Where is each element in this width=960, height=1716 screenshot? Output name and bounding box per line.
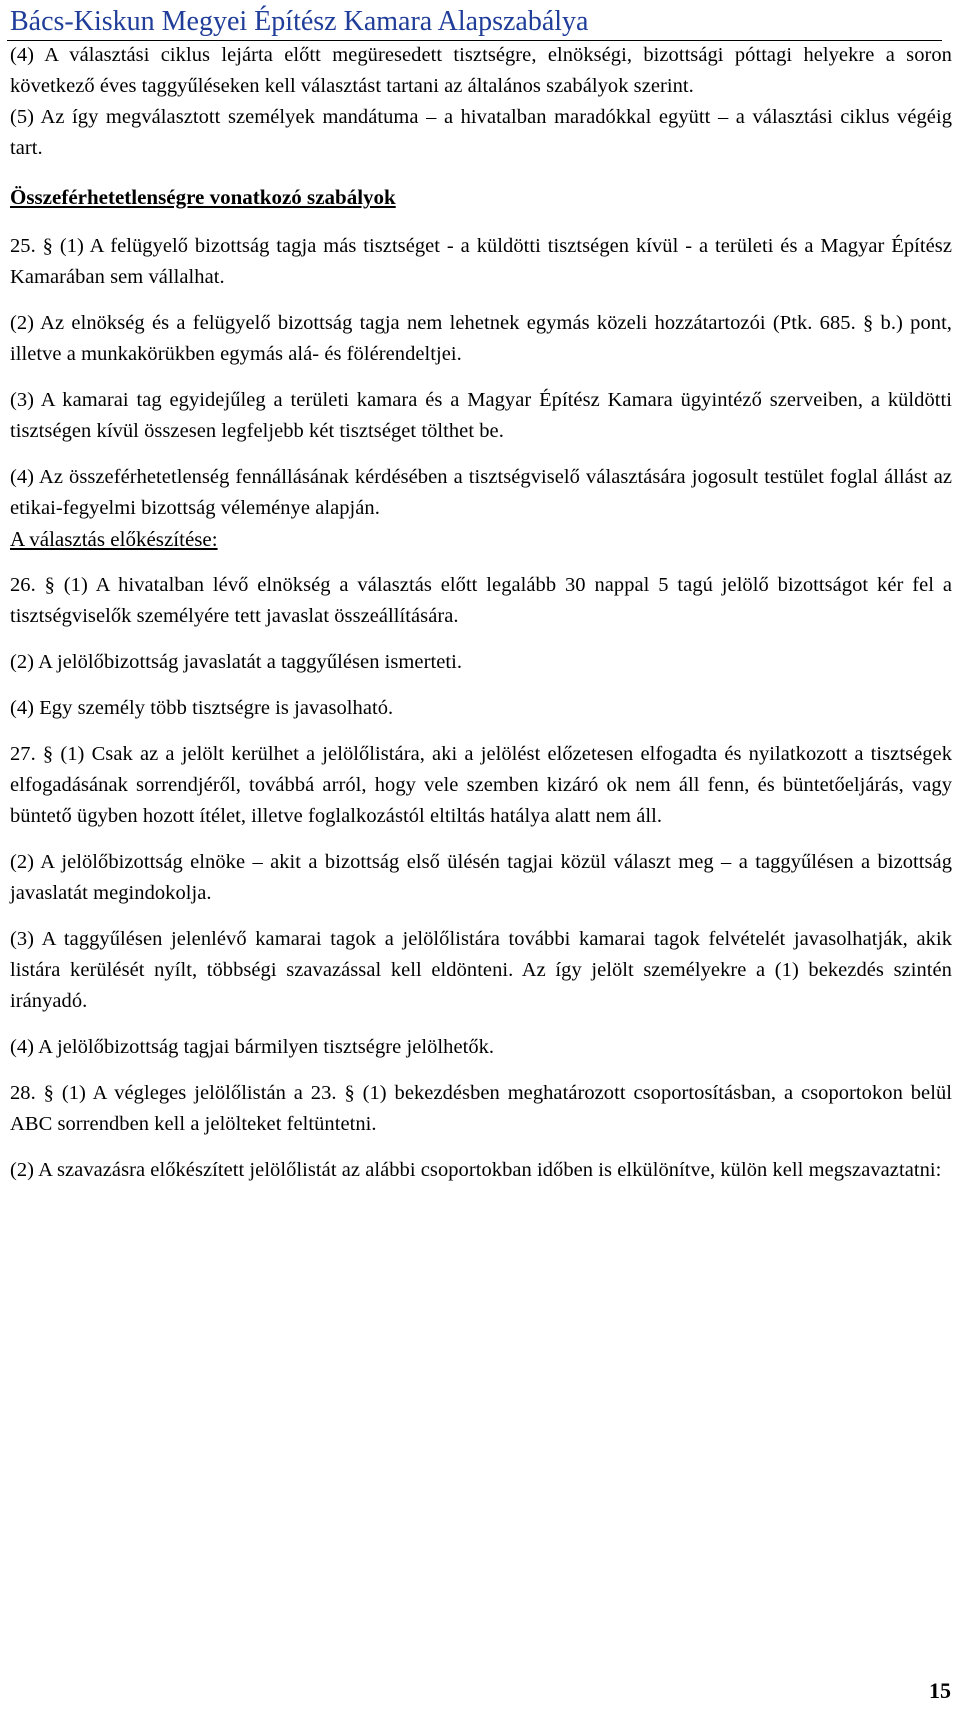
paragraph-25-4: (4) Az összeférhetetlenség fennállásának kérdésében a tisztségviselő választására jogosult testület foglal állást az etikai-fegyelmi bizottság véleménye alapján. [10,466,952,519]
section-heading-election-preparation: A választás előkészítése: [10,527,218,551]
paragraph-28-1: 28. § (1) A végleges jelölőlistán a 23. § (1) bekezdésben meghatározott csoportosításban, a csoportokon belül ABC sorrendben kell a jelölteket feltüntetni. [10,1082,952,1135]
paragraph-4-vacancy-elections: (4) A választási ciklus lejárta előtt megüresedett tisztségre, elnökségi, bizottsági póttagi helyekre a soron következő éves taggyűléseken kell választást tartani az általános szabályok szerint. [10,44,952,97]
paragraph-27-1: 27. § (1) Csak az a jelölt kerülhet a jelölőlistára, aki a jelölést előzetesen elfogadta és nyilatkozott a tisztségek elfogadásának sorrendjéről, továbbá arról, hogy vele szemben kizáró ok nem áll fenn, és büntetőeljárás, vagy büntető ügyben hozott ítélet, illetve foglalkozástól eltiltás hatálya alatt nem áll. [10,743,952,827]
paragraph-27-2: (2) A jelölőbizottság elnöke – akit a bizottság első ülésén tagjai közül választ meg – a taggyűlésen a bizottság javaslatát megindokolja. [10,851,952,904]
paragraph-25-2: (2) Az elnökség és a felügyelő bizottság tagja nem lehetnek egymás közeli hozzátartozói (Ptk. 685. § b.) pont, illetve a munkakörükben egymás alá- és fölérendeltjei. [10,312,952,365]
paragraph-28-2: (2) A szavazásra előkészített jelölőlistát az alábbi csoportokban időben is elkülönítve, külön kell megszavaztatni: [10,1159,942,1181]
paragraph-26-1: 26. § (1) A hivatalban lévő elnökség a választás előtt legalább 30 nappal 5 tagú jelölő bizottságot kér fel a tisztségviselők személyére tett javaslat összeállítására. [10,574,952,627]
document-body [10,40,952,1186]
page-header [7,2,942,41]
paragraph-25-1: 25. § (1) A felügyelő bizottság tagja más tisztséget - a küldötti tisztségen kívül - a területi és a Magyar Építész Kamarában sem vállalhat. [10,235,952,288]
page-number: 15 [929,1678,951,1703]
section-heading-incompatibility: Összeférhetetlenségre vonatkozó szabályok [10,185,396,209]
paragraph-27-4: (4) A jelölőbizottság tagjai bármilyen tisztségre jelölhetők. [10,1036,495,1058]
paragraph-27-3: (3) A taggyűlésen jelenlévő kamarai tagok a jelölőlistára további kamarai tagok felvételét javasolhatják, akik listára kerülését nyílt, többségi szavazással kell eldönteni. Az így jelölt személyekre a (1) bekezdés szintén irányadó. [10,928,952,1012]
paragraph-26-2: (2) A jelölőbizottság javaslatát a taggyűlésen ismerteti. [10,651,463,673]
paragraph-26-4: (4) Egy személy több tisztségre is javasolható. [10,697,394,719]
paragraph-5-mandate: (5) Az így megválasztott személyek mandátuma – a hivatalban maradókkal együtt – a választási ciklus végéig tart. [10,106,952,159]
paragraph-25-3: (3) A kamarai tag egyidejűleg a területi kamara és a Magyar Építész Kamara ügyintéző szerveiben, a küldötti tisztségen kívül összesen legfeljebb két tisztséget tölthet be. [10,389,952,442]
document-title: Bács-Kiskun Megyei Építész Kamara Alapszabálya [10,6,589,37]
